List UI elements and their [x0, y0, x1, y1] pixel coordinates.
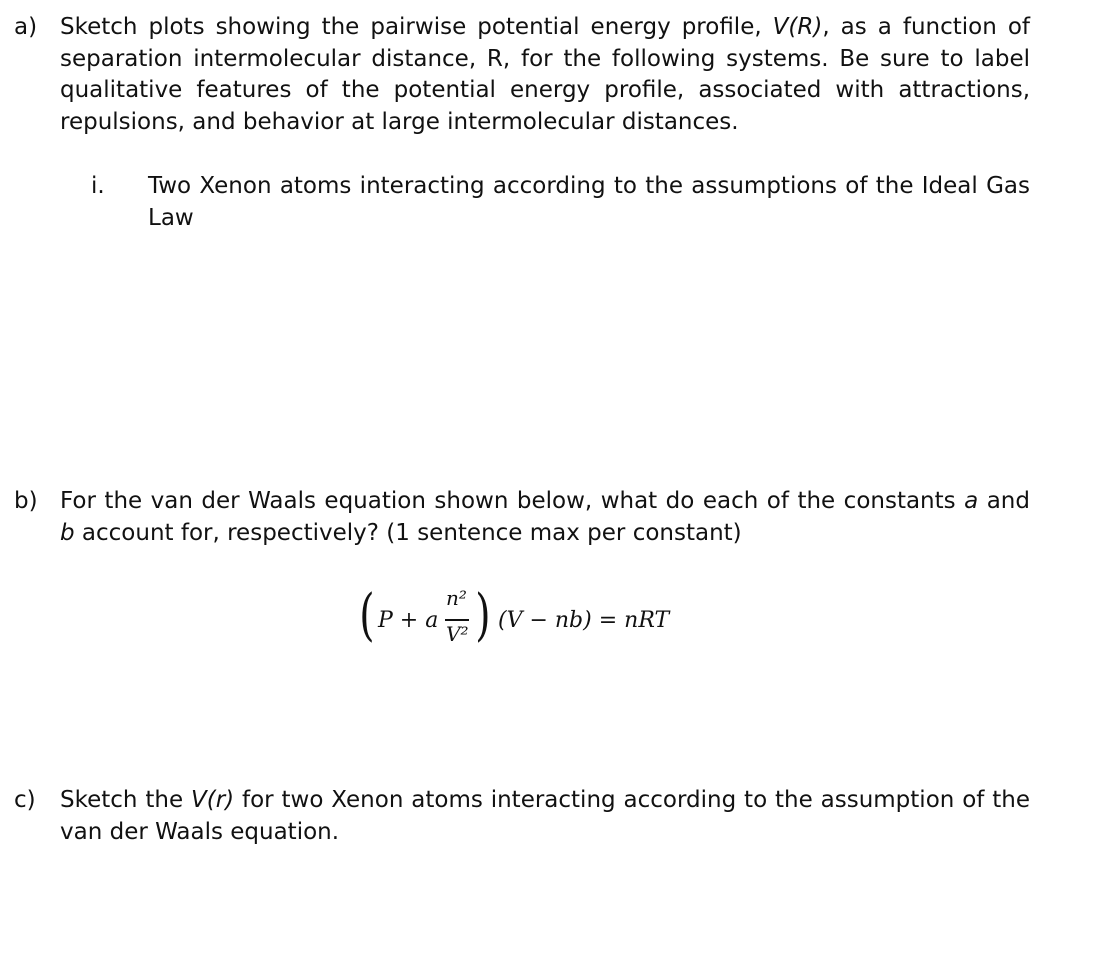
question-a-text-part2: , as a function of separation intermolecular distance, R, for the following systems. Be sure to label qualitative features of the potential energy profile, associated with attractions, repulsions, and behavior at large intermolecular distances. — [60, 14, 1030, 135]
question-a-text — [60, 12, 1030, 138]
van-der-waals-equation — [0, 580, 1094, 670]
question-a-label: a) — [14, 14, 38, 40]
question-a-text-part1: Sketch plots showing the pairwise potential energy profile, — [60, 14, 773, 40]
constant-b: b — [60, 519, 75, 546]
equation-fraction-bar — [445, 619, 469, 621]
equation-numerator: n² — [446, 586, 467, 610]
question-b-label: b) — [14, 488, 38, 514]
equation-left-term: P + a — [378, 608, 439, 633]
equation-open-paren: ( — [359, 583, 375, 648]
question-b-text-part3: account for, respectively? (1 sentence max per constant) — [74, 519, 742, 546]
equation-close-paren: ) — [475, 583, 491, 648]
question-b-text-part1: For the van der Waals equation shown below, what do each of the constants — [60, 488, 965, 514]
question-b-text — [60, 486, 1030, 549]
question-c-label: c) — [14, 787, 36, 813]
sub-question-i-label: i. — [91, 173, 105, 199]
question-c-text-part1: Sketch the — [60, 787, 191, 813]
potential-function-label: V(R) — [772, 14, 823, 40]
sub-question-i-text: Two Xenon atoms interacting according to the assumptions of the Ideal Gas Law — [148, 173, 1030, 231]
question-c-text-part2: for two Xenon atoms interacting according to the assumption of the van der Waals equation. — [60, 787, 1031, 845]
question-b-text-part2: and — [978, 488, 1030, 514]
potential-function-label-c: V(r) — [191, 787, 235, 813]
equation-denominator: V² — [446, 622, 469, 646]
constant-a: a — [964, 488, 979, 514]
question-c-text — [60, 785, 1030, 848]
equation-right-side: (V − nb) = nRT — [498, 608, 670, 633]
